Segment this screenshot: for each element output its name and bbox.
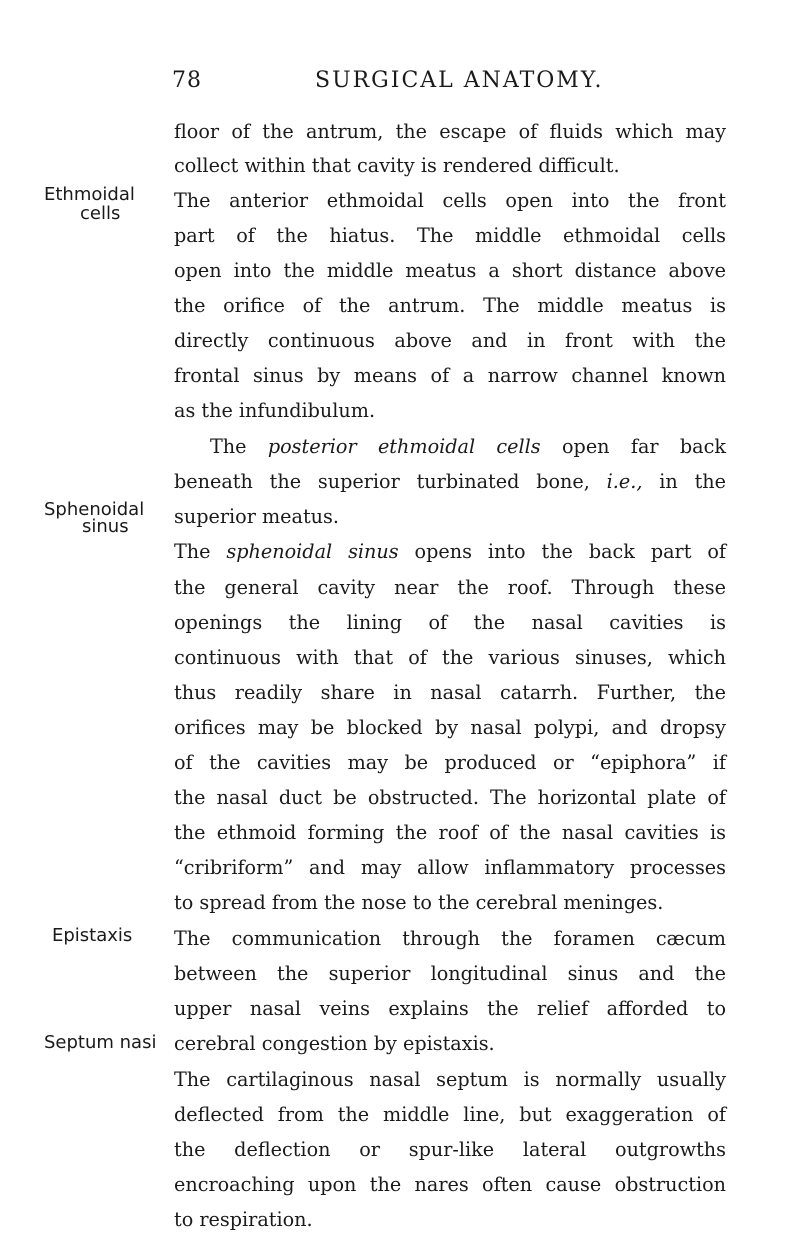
italic-term: posterior ethmoidal cells (267, 435, 541, 458)
text-line: open into the middle meatus a short distance above (174, 259, 726, 282)
text-line: openings the lining of the nasal cavities is (174, 611, 726, 634)
text-run: The (210, 435, 268, 458)
text-line: between the superior longitudinal sinus and the (174, 962, 726, 985)
running-title: SURGICAL ANATOMY. (315, 68, 604, 93)
italic-term: i.e., (606, 470, 643, 493)
text-line: cerebral congestion by epistaxis. (174, 1032, 495, 1055)
text-line: the orifice of the antrum. The middle meatus is (174, 294, 726, 317)
text-line: The anterior ethmoidal cells open into the front (174, 189, 726, 212)
text-line: frontal sinus by means of a narrow channel known (174, 364, 726, 387)
text-run: beneath the superior turbinated bone, (174, 470, 607, 493)
text-line: “cribriform” and may allow inflammatory processes (174, 856, 726, 879)
text-line: collect within that cavity is rendered difficult. (174, 154, 620, 177)
text-line: upper nasal veins explains the relief afforded to (174, 997, 726, 1020)
text-line: encroaching upon the nares often cause obstruction (174, 1173, 726, 1196)
text-line: orifices may be blocked by nasal polypi, and dropsy (174, 716, 726, 739)
margin-note-cells: cells (80, 203, 121, 224)
text-line: directly continuous above and in front with the (174, 329, 726, 352)
text-line: of the cavities may be produced or “epiphora” if (174, 751, 726, 774)
text-line (174, 430, 726, 464)
text-line (174, 535, 726, 569)
text-line: as the infundibulum. (174, 399, 376, 422)
italic-term: sphenoidal sinus (226, 540, 399, 563)
text-line: superior meatus. (174, 505, 339, 528)
text-line: thus readily share in nasal catarrh. Further, the (174, 681, 726, 704)
text-run: The (174, 540, 227, 563)
text-line: part of the hiatus. The middle ethmoidal cells (174, 224, 726, 247)
margin-note-septum-nasi: Septum nasi (44, 1032, 157, 1053)
page-header (150, 68, 760, 102)
text-line: floor of the antrum, the escape of fluids which may (174, 120, 726, 143)
text-line: the general cavity near the roof. Through these (174, 576, 726, 599)
margin-note-sinus: sinus (82, 516, 129, 537)
margin-note-epistaxis: Epistaxis (52, 925, 133, 946)
text-run: in the (642, 470, 726, 493)
text-line: to respiration. (174, 1208, 313, 1231)
margin-note-sphenoidal: Sphenoidal (44, 499, 145, 520)
text-line: The cartilaginous nasal septum is normally usually (174, 1068, 726, 1091)
text-run: opens into the back part of (398, 540, 726, 563)
text-line: the deflection or spur-like lateral outgrowths (174, 1138, 726, 1161)
text-line: the ethmoid forming the roof of the nasal cavities is (174, 821, 726, 844)
margin-note-ethmoidal: Ethmoidal (44, 184, 135, 205)
text-run: open far back (540, 435, 726, 458)
page-number: 78 (172, 68, 202, 93)
text-line: The communication through the foramen cæcum (174, 927, 726, 950)
text-line: deflected from the middle line, but exaggeration of (174, 1103, 726, 1126)
text-line (174, 465, 726, 499)
text-line: to spread from the nose to the cerebral meninges. (174, 891, 664, 914)
text-line: continuous with that of the various sinuses, which (174, 646, 726, 669)
text-line: the nasal duct be obstructed. The horizontal plate of (174, 786, 726, 809)
